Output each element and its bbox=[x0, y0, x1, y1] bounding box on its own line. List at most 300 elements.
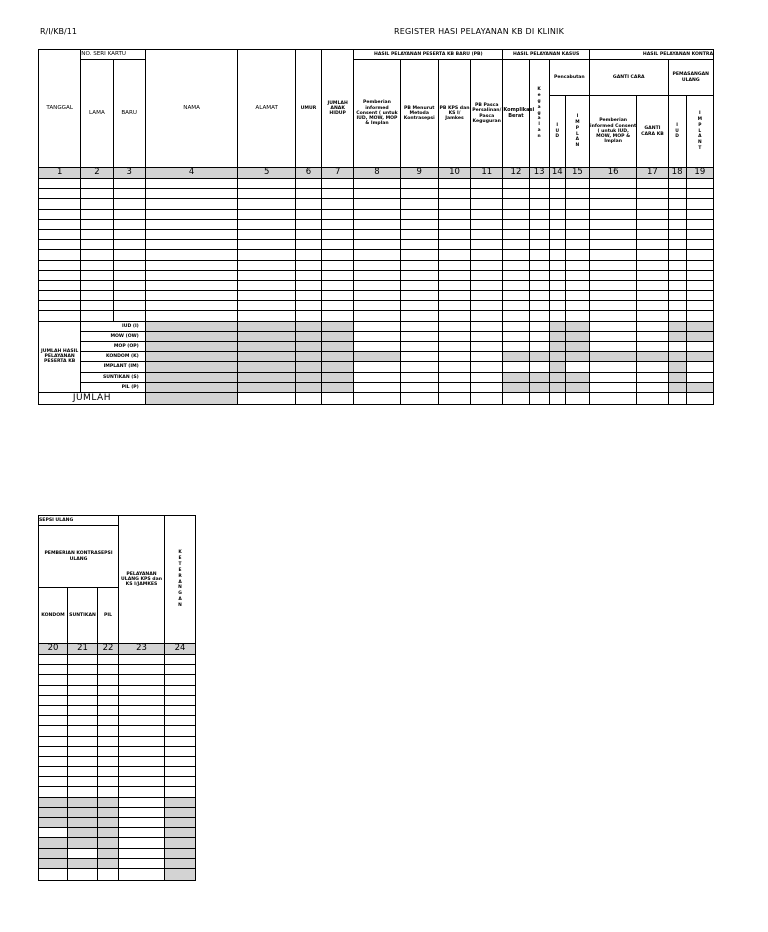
table-cell[interactable] bbox=[529, 270, 549, 280]
table-cell[interactable] bbox=[589, 280, 636, 290]
table-cell[interactable] bbox=[68, 675, 98, 685]
total-cell[interactable] bbox=[400, 392, 438, 404]
table-cell[interactable] bbox=[238, 199, 295, 209]
summary-cell[interactable] bbox=[322, 362, 354, 372]
table-cell[interactable] bbox=[81, 260, 113, 270]
summary-cell[interactable] bbox=[589, 352, 636, 362]
summary-cell[interactable] bbox=[238, 321, 295, 331]
table-cell[interactable] bbox=[113, 270, 145, 280]
table-cell[interactable] bbox=[322, 291, 354, 301]
table-cell[interactable] bbox=[438, 280, 470, 290]
summary-cell[interactable] bbox=[322, 331, 354, 341]
table-cell[interactable] bbox=[98, 746, 119, 756]
table-cell[interactable] bbox=[98, 675, 119, 685]
table-cell[interactable] bbox=[438, 291, 470, 301]
summary-cell[interactable] bbox=[98, 807, 119, 817]
summary-cell[interactable] bbox=[686, 362, 713, 372]
table-cell[interactable] bbox=[39, 199, 81, 209]
table-cell[interactable] bbox=[165, 716, 196, 726]
summary-cell[interactable] bbox=[238, 372, 295, 382]
table-cell[interactable] bbox=[322, 280, 354, 290]
table-cell[interactable] bbox=[549, 240, 565, 250]
table-cell[interactable] bbox=[400, 240, 438, 250]
table-cell[interactable] bbox=[668, 260, 686, 270]
table-cell[interactable] bbox=[39, 736, 68, 746]
table-cell[interactable] bbox=[119, 787, 165, 797]
table-cell[interactable] bbox=[400, 219, 438, 229]
table-cell[interactable] bbox=[565, 250, 589, 260]
summary-cell[interactable] bbox=[119, 818, 165, 828]
table-cell[interactable] bbox=[565, 240, 589, 250]
table-cell[interactable] bbox=[295, 250, 321, 260]
table-cell[interactable] bbox=[81, 291, 113, 301]
summary-cell[interactable] bbox=[549, 352, 565, 362]
summary-cell[interactable] bbox=[668, 352, 686, 362]
summary-cell[interactable] bbox=[400, 372, 438, 382]
summary-cell[interactable] bbox=[471, 321, 503, 331]
summary-cell[interactable] bbox=[549, 382, 565, 392]
table-cell[interactable] bbox=[322, 189, 354, 199]
table-cell[interactable] bbox=[295, 209, 321, 219]
table-cell[interactable] bbox=[145, 250, 238, 260]
table-cell[interactable] bbox=[529, 250, 549, 260]
summary-cell[interactable] bbox=[145, 331, 238, 341]
table-cell[interactable] bbox=[119, 655, 165, 665]
table-cell[interactable] bbox=[39, 219, 81, 229]
summary-cell[interactable] bbox=[549, 321, 565, 331]
summary-cell[interactable] bbox=[438, 321, 470, 331]
table-cell[interactable] bbox=[119, 767, 165, 777]
table-cell[interactable] bbox=[565, 270, 589, 280]
summary-cell[interactable] bbox=[145, 321, 238, 331]
total-cell[interactable] bbox=[238, 392, 295, 404]
table-cell[interactable] bbox=[549, 260, 565, 270]
summary-cell[interactable] bbox=[637, 321, 668, 331]
summary-cell[interactable] bbox=[438, 362, 470, 372]
table-cell[interactable] bbox=[81, 311, 113, 321]
table-cell[interactable] bbox=[549, 229, 565, 239]
summary-cell[interactable] bbox=[438, 352, 470, 362]
table-cell[interactable] bbox=[113, 291, 145, 301]
summary-cell[interactable] bbox=[686, 382, 713, 392]
summary-cell[interactable] bbox=[98, 797, 119, 807]
table-cell[interactable] bbox=[668, 250, 686, 260]
table-cell[interactable] bbox=[81, 240, 113, 250]
summary-cell[interactable] bbox=[549, 362, 565, 372]
table-cell[interactable] bbox=[98, 705, 119, 715]
table-cell[interactable] bbox=[686, 250, 713, 260]
table-cell[interactable] bbox=[81, 199, 113, 209]
table-cell[interactable] bbox=[529, 291, 549, 301]
table-cell[interactable] bbox=[503, 189, 529, 199]
table-cell[interactable] bbox=[503, 209, 529, 219]
table-cell[interactable] bbox=[549, 250, 565, 260]
table-cell[interactable] bbox=[322, 219, 354, 229]
table-cell[interactable] bbox=[39, 756, 68, 766]
table-cell[interactable] bbox=[145, 229, 238, 239]
summary-cell[interactable] bbox=[529, 372, 549, 382]
table-cell[interactable] bbox=[565, 229, 589, 239]
table-cell[interactable] bbox=[295, 311, 321, 321]
table-cell[interactable] bbox=[589, 229, 636, 239]
table-cell[interactable] bbox=[165, 726, 196, 736]
table-cell[interactable] bbox=[145, 199, 238, 209]
table-cell[interactable] bbox=[503, 291, 529, 301]
table-cell[interactable] bbox=[589, 179, 636, 189]
table-cell[interactable] bbox=[119, 665, 165, 675]
table-cell[interactable] bbox=[354, 219, 400, 229]
table-cell[interactable] bbox=[686, 270, 713, 280]
table-cell[interactable] bbox=[354, 229, 400, 239]
summary-cell[interactable] bbox=[98, 818, 119, 828]
total-cell[interactable] bbox=[295, 392, 321, 404]
table-cell[interactable] bbox=[238, 219, 295, 229]
table-cell[interactable] bbox=[503, 280, 529, 290]
table-cell[interactable] bbox=[81, 280, 113, 290]
table-cell[interactable] bbox=[438, 189, 470, 199]
table-cell[interactable] bbox=[637, 219, 668, 229]
summary-cell[interactable] bbox=[165, 797, 196, 807]
table-cell[interactable] bbox=[98, 726, 119, 736]
table-cell[interactable] bbox=[686, 240, 713, 250]
total-cell[interactable] bbox=[165, 868, 196, 880]
table-cell[interactable] bbox=[295, 229, 321, 239]
table-cell[interactable] bbox=[39, 260, 81, 270]
table-cell[interactable] bbox=[668, 189, 686, 199]
table-cell[interactable] bbox=[295, 270, 321, 280]
table-cell[interactable] bbox=[39, 716, 68, 726]
table-cell[interactable] bbox=[238, 189, 295, 199]
table-cell[interactable] bbox=[471, 199, 503, 209]
table-cell[interactable] bbox=[119, 695, 165, 705]
table-cell[interactable] bbox=[471, 209, 503, 219]
table-cell[interactable] bbox=[529, 260, 549, 270]
summary-cell[interactable] bbox=[668, 372, 686, 382]
summary-cell[interactable] bbox=[295, 382, 321, 392]
table-cell[interactable] bbox=[165, 746, 196, 756]
table-cell[interactable] bbox=[686, 179, 713, 189]
summary-cell[interactable] bbox=[68, 848, 98, 858]
summary-cell[interactable] bbox=[400, 321, 438, 331]
table-cell[interactable] bbox=[529, 280, 549, 290]
summary-cell[interactable] bbox=[119, 828, 165, 838]
table-cell[interactable] bbox=[438, 179, 470, 189]
summary-cell[interactable] bbox=[471, 382, 503, 392]
summary-cell[interactable] bbox=[637, 352, 668, 362]
summary-cell[interactable] bbox=[589, 372, 636, 382]
summary-cell[interactable] bbox=[668, 342, 686, 352]
table-cell[interactable] bbox=[438, 199, 470, 209]
total-cell[interactable] bbox=[145, 392, 238, 404]
summary-cell[interactable] bbox=[565, 362, 589, 372]
summary-cell[interactable] bbox=[295, 362, 321, 372]
table-cell[interactable] bbox=[529, 229, 549, 239]
summary-cell[interactable] bbox=[529, 321, 549, 331]
table-cell[interactable] bbox=[565, 301, 589, 311]
table-cell[interactable] bbox=[98, 665, 119, 675]
table-cell[interactable] bbox=[322, 229, 354, 239]
summary-cell[interactable] bbox=[529, 382, 549, 392]
summary-cell[interactable] bbox=[529, 342, 549, 352]
table-cell[interactable] bbox=[165, 756, 196, 766]
table-cell[interactable] bbox=[438, 260, 470, 270]
table-cell[interactable] bbox=[503, 301, 529, 311]
table-cell[interactable] bbox=[400, 199, 438, 209]
summary-cell[interactable] bbox=[98, 858, 119, 868]
table-cell[interactable] bbox=[165, 787, 196, 797]
summary-cell[interactable] bbox=[39, 838, 68, 848]
total-cell[interactable] bbox=[354, 392, 400, 404]
table-cell[interactable] bbox=[400, 250, 438, 260]
table-cell[interactable] bbox=[503, 219, 529, 229]
table-cell[interactable] bbox=[145, 301, 238, 311]
table-cell[interactable] bbox=[322, 270, 354, 280]
table-cell[interactable] bbox=[400, 301, 438, 311]
table-cell[interactable] bbox=[238, 260, 295, 270]
table-cell[interactable] bbox=[322, 209, 354, 219]
table-cell[interactable] bbox=[39, 280, 81, 290]
table-cell[interactable] bbox=[354, 291, 400, 301]
table-cell[interactable] bbox=[68, 767, 98, 777]
table-cell[interactable] bbox=[295, 189, 321, 199]
table-cell[interactable] bbox=[165, 655, 196, 665]
summary-cell[interactable] bbox=[589, 342, 636, 352]
table-cell[interactable] bbox=[354, 250, 400, 260]
table-cell[interactable] bbox=[39, 311, 81, 321]
table-cell[interactable] bbox=[68, 655, 98, 665]
summary-cell[interactable] bbox=[471, 342, 503, 352]
table-cell[interactable] bbox=[637, 291, 668, 301]
table-cell[interactable] bbox=[471, 270, 503, 280]
table-cell[interactable] bbox=[238, 291, 295, 301]
summary-cell[interactable] bbox=[354, 382, 400, 392]
table-cell[interactable] bbox=[81, 301, 113, 311]
table-cell[interactable] bbox=[529, 189, 549, 199]
table-cell[interactable] bbox=[503, 260, 529, 270]
table-cell[interactable] bbox=[686, 199, 713, 209]
table-cell[interactable] bbox=[438, 229, 470, 239]
table-cell[interactable] bbox=[549, 311, 565, 321]
table-cell[interactable] bbox=[39, 726, 68, 736]
table-cell[interactable] bbox=[68, 726, 98, 736]
table-cell[interactable] bbox=[68, 736, 98, 746]
table-cell[interactable] bbox=[119, 675, 165, 685]
summary-cell[interactable] bbox=[322, 321, 354, 331]
table-cell[interactable] bbox=[238, 280, 295, 290]
summary-cell[interactable] bbox=[68, 807, 98, 817]
table-cell[interactable] bbox=[39, 705, 68, 715]
total-cell[interactable] bbox=[589, 392, 636, 404]
total-cell[interactable] bbox=[637, 392, 668, 404]
table-cell[interactable] bbox=[503, 250, 529, 260]
summary-cell[interactable] bbox=[589, 362, 636, 372]
table-cell[interactable] bbox=[39, 777, 68, 787]
table-cell[interactable] bbox=[68, 756, 98, 766]
summary-cell[interactable] bbox=[39, 797, 68, 807]
table-cell[interactable] bbox=[471, 240, 503, 250]
summary-cell[interactable] bbox=[295, 321, 321, 331]
summary-cell[interactable] bbox=[98, 828, 119, 838]
summary-cell[interactable] bbox=[438, 382, 470, 392]
summary-cell[interactable] bbox=[238, 342, 295, 352]
table-cell[interactable] bbox=[589, 240, 636, 250]
summary-cell[interactable] bbox=[549, 331, 565, 341]
table-cell[interactable] bbox=[400, 260, 438, 270]
table-cell[interactable] bbox=[68, 705, 98, 715]
table-cell[interactable] bbox=[119, 705, 165, 715]
table-cell[interactable] bbox=[119, 746, 165, 756]
table-cell[interactable] bbox=[549, 219, 565, 229]
table-cell[interactable] bbox=[39, 695, 68, 705]
table-cell[interactable] bbox=[400, 291, 438, 301]
table-cell[interactable] bbox=[145, 209, 238, 219]
table-cell[interactable] bbox=[295, 291, 321, 301]
table-cell[interactable] bbox=[589, 301, 636, 311]
table-cell[interactable] bbox=[637, 189, 668, 199]
summary-cell[interactable] bbox=[354, 342, 400, 352]
table-cell[interactable] bbox=[39, 291, 81, 301]
summary-cell[interactable] bbox=[295, 342, 321, 352]
table-cell[interactable] bbox=[354, 240, 400, 250]
table-cell[interactable] bbox=[354, 189, 400, 199]
table-cell[interactable] bbox=[39, 189, 81, 199]
table-cell[interactable] bbox=[165, 685, 196, 695]
table-cell[interactable] bbox=[354, 280, 400, 290]
total-cell[interactable] bbox=[549, 392, 565, 404]
table-cell[interactable] bbox=[119, 777, 165, 787]
total-cell[interactable] bbox=[98, 868, 119, 880]
table-cell[interactable] bbox=[589, 209, 636, 219]
table-cell[interactable] bbox=[39, 270, 81, 280]
table-cell[interactable] bbox=[668, 229, 686, 239]
table-cell[interactable] bbox=[113, 219, 145, 229]
table-cell[interactable] bbox=[113, 189, 145, 199]
total-cell[interactable] bbox=[529, 392, 549, 404]
table-cell[interactable] bbox=[98, 787, 119, 797]
summary-cell[interactable] bbox=[471, 352, 503, 362]
summary-cell[interactable] bbox=[637, 331, 668, 341]
table-cell[interactable] bbox=[39, 655, 68, 665]
table-cell[interactable] bbox=[113, 199, 145, 209]
summary-cell[interactable] bbox=[145, 342, 238, 352]
summary-cell[interactable] bbox=[322, 382, 354, 392]
summary-cell[interactable] bbox=[145, 352, 238, 362]
table-cell[interactable] bbox=[113, 240, 145, 250]
table-cell[interactable] bbox=[98, 716, 119, 726]
summary-cell[interactable] bbox=[145, 372, 238, 382]
summary-cell[interactable] bbox=[119, 858, 165, 868]
table-cell[interactable] bbox=[113, 229, 145, 239]
table-cell[interactable] bbox=[438, 219, 470, 229]
table-cell[interactable] bbox=[39, 240, 81, 250]
summary-cell[interactable] bbox=[354, 352, 400, 362]
table-cell[interactable] bbox=[637, 199, 668, 209]
total-cell[interactable] bbox=[322, 392, 354, 404]
table-cell[interactable] bbox=[565, 291, 589, 301]
summary-cell[interactable] bbox=[549, 342, 565, 352]
summary-cell[interactable] bbox=[529, 352, 549, 362]
table-cell[interactable] bbox=[165, 767, 196, 777]
table-cell[interactable] bbox=[113, 280, 145, 290]
table-cell[interactable] bbox=[119, 736, 165, 746]
table-cell[interactable] bbox=[113, 209, 145, 219]
table-cell[interactable] bbox=[549, 280, 565, 290]
summary-cell[interactable] bbox=[354, 362, 400, 372]
table-cell[interactable] bbox=[98, 736, 119, 746]
summary-cell[interactable] bbox=[98, 838, 119, 848]
summary-cell[interactable] bbox=[165, 838, 196, 848]
summary-cell[interactable] bbox=[322, 352, 354, 362]
table-cell[interactable] bbox=[565, 260, 589, 270]
table-cell[interactable] bbox=[686, 260, 713, 270]
table-cell[interactable] bbox=[39, 250, 81, 260]
table-cell[interactable] bbox=[686, 189, 713, 199]
table-cell[interactable] bbox=[113, 311, 145, 321]
table-cell[interactable] bbox=[565, 209, 589, 219]
summary-cell[interactable] bbox=[503, 331, 529, 341]
table-cell[interactable] bbox=[322, 260, 354, 270]
table-cell[interactable] bbox=[637, 270, 668, 280]
table-cell[interactable] bbox=[119, 685, 165, 695]
summary-cell[interactable] bbox=[354, 331, 400, 341]
summary-cell[interactable] bbox=[668, 362, 686, 372]
table-cell[interactable] bbox=[549, 189, 565, 199]
table-cell[interactable] bbox=[637, 311, 668, 321]
table-cell[interactable] bbox=[39, 179, 81, 189]
table-cell[interactable] bbox=[354, 311, 400, 321]
summary-cell[interactable] bbox=[119, 797, 165, 807]
summary-cell[interactable] bbox=[39, 848, 68, 858]
summary-cell[interactable] bbox=[503, 352, 529, 362]
table-cell[interactable] bbox=[238, 240, 295, 250]
table-cell[interactable] bbox=[238, 209, 295, 219]
table-cell[interactable] bbox=[400, 209, 438, 219]
table-cell[interactable] bbox=[119, 756, 165, 766]
table-cell[interactable] bbox=[438, 301, 470, 311]
summary-cell[interactable] bbox=[686, 372, 713, 382]
table-cell[interactable] bbox=[637, 301, 668, 311]
table-cell[interactable] bbox=[98, 756, 119, 766]
table-cell[interactable] bbox=[471, 260, 503, 270]
summary-cell[interactable] bbox=[295, 372, 321, 382]
table-cell[interactable] bbox=[503, 199, 529, 209]
table-cell[interactable] bbox=[565, 311, 589, 321]
table-cell[interactable] bbox=[686, 291, 713, 301]
summary-cell[interactable] bbox=[686, 331, 713, 341]
table-cell[interactable] bbox=[589, 311, 636, 321]
table-cell[interactable] bbox=[637, 250, 668, 260]
table-cell[interactable] bbox=[400, 280, 438, 290]
summary-cell[interactable] bbox=[637, 372, 668, 382]
table-cell[interactable] bbox=[98, 655, 119, 665]
table-cell[interactable] bbox=[565, 189, 589, 199]
table-cell[interactable] bbox=[145, 189, 238, 199]
summary-cell[interactable] bbox=[165, 828, 196, 838]
table-cell[interactable] bbox=[322, 301, 354, 311]
table-cell[interactable] bbox=[668, 199, 686, 209]
table-cell[interactable] bbox=[400, 311, 438, 321]
table-cell[interactable] bbox=[145, 291, 238, 301]
total-cell[interactable] bbox=[686, 392, 713, 404]
table-cell[interactable] bbox=[400, 189, 438, 199]
summary-cell[interactable] bbox=[565, 382, 589, 392]
table-cell[interactable] bbox=[668, 301, 686, 311]
table-cell[interactable] bbox=[322, 240, 354, 250]
table-cell[interactable] bbox=[471, 291, 503, 301]
table-cell[interactable] bbox=[565, 219, 589, 229]
table-cell[interactable] bbox=[471, 189, 503, 199]
table-cell[interactable] bbox=[119, 716, 165, 726]
